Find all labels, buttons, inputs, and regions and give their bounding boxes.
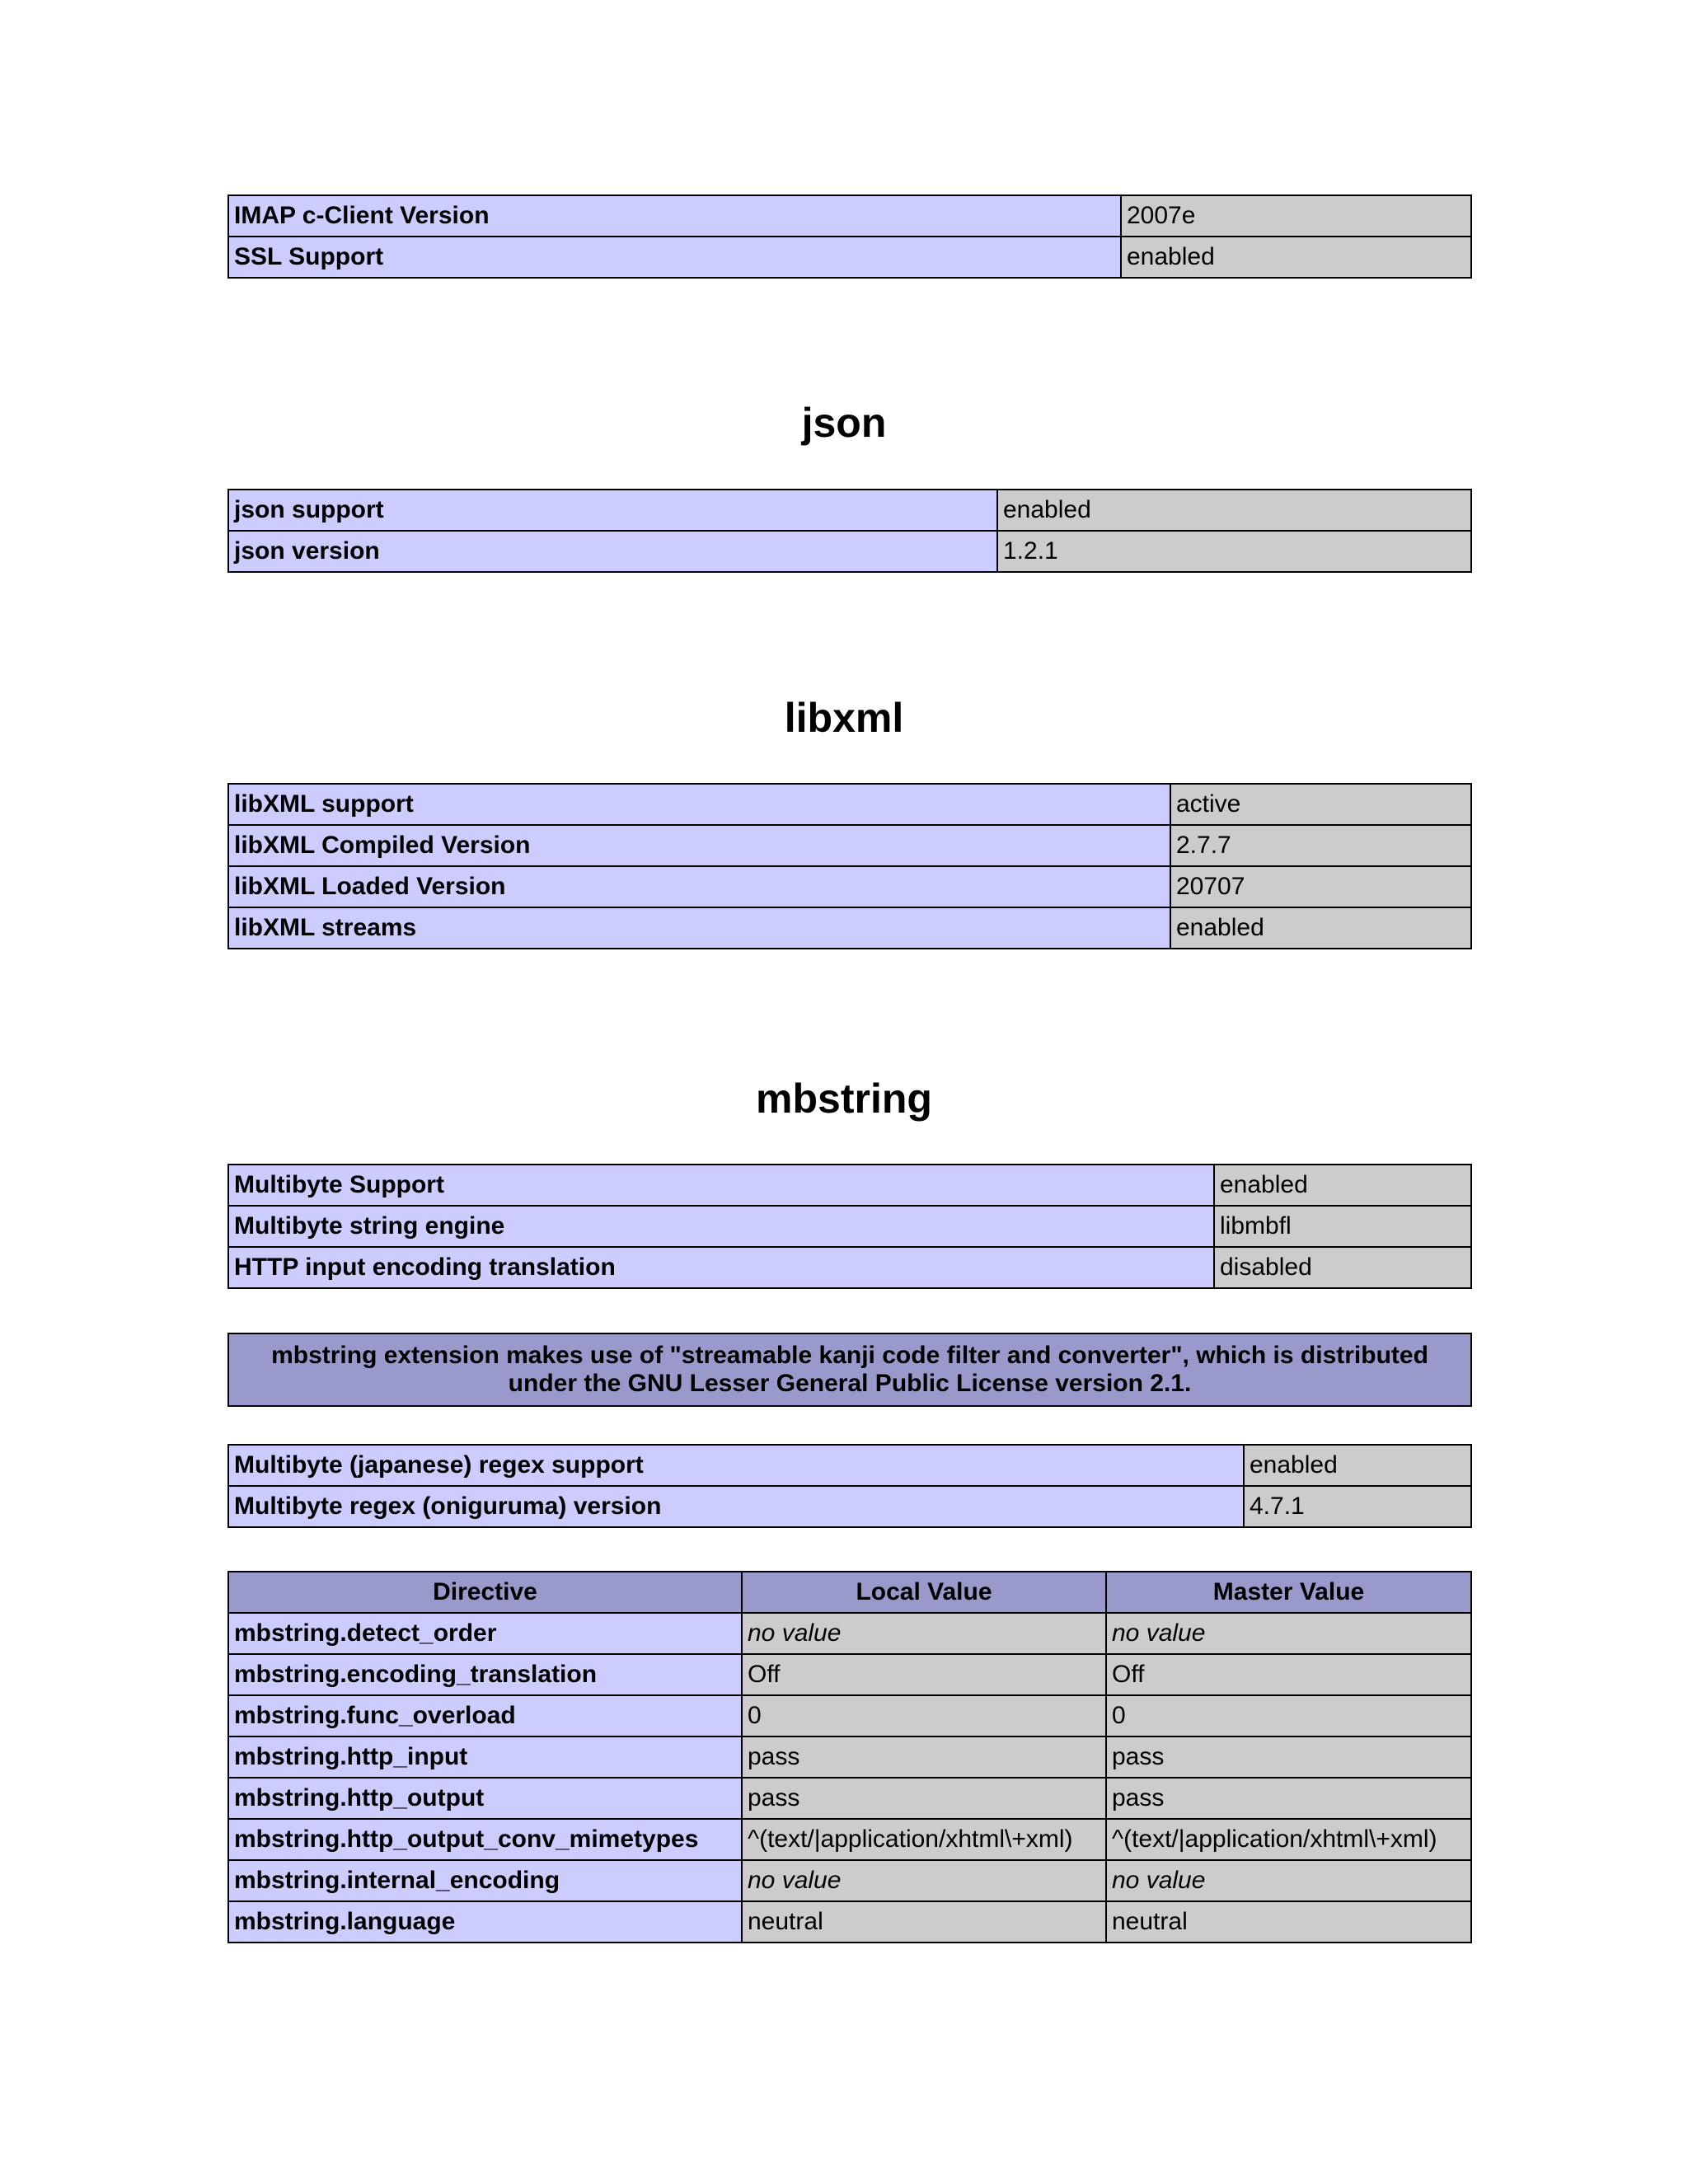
directive-name: mbstring.language: [228, 1901, 742, 1943]
directive-name: mbstring.http_output: [228, 1778, 742, 1819]
directive-name: mbstring.http_input: [228, 1736, 742, 1778]
json-table: [227, 489, 1472, 573]
table-row: [228, 1819, 1471, 1860]
directive-local-value: no value: [742, 1860, 1106, 1901]
table-row: [228, 1860, 1471, 1901]
directive-name: mbstring.func_overload: [228, 1695, 742, 1736]
libxml-table: [227, 783, 1472, 949]
multibyte-string-engine-key: Multibyte string engine: [228, 1206, 1214, 1247]
directive-master-value: neutral: [1106, 1901, 1471, 1943]
libxml-streams-value: enabled: [1170, 907, 1471, 949]
directive-column-header: Directive: [228, 1572, 742, 1613]
directive-master-value: Off: [1106, 1654, 1471, 1695]
imap-cclient-version-value: 2007e: [1121, 195, 1471, 237]
directive-name: mbstring.encoding_translation: [228, 1654, 742, 1695]
directive-local-value: 0: [742, 1695, 1106, 1736]
directive-local-value: no value: [742, 1613, 1106, 1654]
directive-name: mbstring.internal_encoding: [228, 1860, 742, 1901]
imap-ssl-support-key: SSL Support: [228, 237, 1121, 278]
table-row: [228, 1901, 1471, 1943]
directive-name: mbstring.http_output_conv_mimetypes: [228, 1819, 742, 1860]
multibyte-regex-support-value: enabled: [1244, 1445, 1471, 1486]
multibyte-support-key: Multibyte Support: [228, 1165, 1214, 1206]
json-section-title: json: [801, 400, 887, 446]
table-row: [228, 866, 1471, 907]
http-input-encoding-value: disabled: [1214, 1247, 1471, 1288]
libxml-loaded-version-key: libXML Loaded Version: [228, 866, 1170, 907]
directive-master-value: pass: [1106, 1736, 1471, 1778]
libxml-support-key: libXML support: [228, 784, 1170, 825]
libxml-support-value: active: [1170, 784, 1471, 825]
imap-table: [227, 194, 1472, 279]
table-row: [228, 1778, 1471, 1819]
table-row: [228, 531, 1471, 572]
table-row: [228, 1486, 1471, 1527]
table-row: [228, 825, 1471, 866]
mbstring-license-note-table: [227, 1333, 1472, 1407]
mbstring-regex-table: [227, 1444, 1472, 1528]
table-row: [228, 1654, 1471, 1695]
mbstring-section-title: mbstring: [756, 1076, 932, 1122]
libxml-compiled-version-key: libXML Compiled Version: [228, 825, 1170, 866]
imap-cclient-version-key: IMAP c-Client Version: [228, 195, 1121, 237]
libxml-loaded-version-value: 20707: [1170, 866, 1471, 907]
directive-master-value: ^(text/|application/xhtml\+xml): [1106, 1819, 1471, 1860]
table-header-row: [228, 1572, 1471, 1613]
mbstring-directives-table: [227, 1571, 1472, 1943]
table-row: [228, 1333, 1471, 1406]
json-version-value: 1.2.1: [997, 531, 1471, 572]
json-support-value: enabled: [997, 490, 1471, 531]
mbstring-table: [227, 1164, 1472, 1289]
json-support-key: json support: [228, 490, 997, 531]
directive-local-value: ^(text/|application/xhtml\+xml): [742, 1819, 1106, 1860]
table-row: [228, 1206, 1471, 1247]
table-row: [228, 1165, 1471, 1206]
table-row: [228, 1736, 1471, 1778]
table-row: [228, 237, 1471, 278]
table-row: [228, 1445, 1471, 1486]
directive-master-value: no value: [1106, 1613, 1471, 1654]
libxml-compiled-version-value: 2.7.7: [1170, 825, 1471, 866]
multibyte-support-value: enabled: [1214, 1165, 1471, 1206]
mbstring-license-note: mbstring extension makes use of "streamable kanji code filter and converter", which is distributed under the GNU Lesser General Public License version 2.1.: [228, 1333, 1471, 1406]
directive-master-value: no value: [1106, 1860, 1471, 1901]
json-version-key: json version: [228, 531, 997, 572]
table-row: [228, 784, 1471, 825]
libxml-streams-key: libXML streams: [228, 907, 1170, 949]
multibyte-regex-version-key: Multibyte regex (oniguruma) version: [228, 1486, 1244, 1527]
libxml-section-title: libxml: [784, 695, 904, 741]
multibyte-string-engine-value: libmbfl: [1214, 1206, 1471, 1247]
table-row: [228, 490, 1471, 531]
directive-master-value: pass: [1106, 1778, 1471, 1819]
directive-name: mbstring.detect_order: [228, 1613, 742, 1654]
table-row: [228, 1695, 1471, 1736]
directive-local-value: neutral: [742, 1901, 1106, 1943]
table-row: [228, 195, 1471, 237]
table-row: [228, 1247, 1471, 1288]
table-row: [228, 907, 1471, 949]
master-value-column-header: Master Value: [1106, 1572, 1471, 1613]
http-input-encoding-key: HTTP input encoding translation: [228, 1247, 1214, 1288]
directive-local-value: pass: [742, 1736, 1106, 1778]
directive-local-value: Off: [742, 1654, 1106, 1695]
imap-ssl-support-value: enabled: [1121, 237, 1471, 278]
directive-master-value: 0: [1106, 1695, 1471, 1736]
directive-local-value: pass: [742, 1778, 1106, 1819]
local-value-column-header: Local Value: [742, 1572, 1106, 1613]
multibyte-regex-version-value: 4.7.1: [1244, 1486, 1471, 1527]
multibyte-regex-support-key: Multibyte (japanese) regex support: [228, 1445, 1244, 1486]
table-row: [228, 1613, 1471, 1654]
